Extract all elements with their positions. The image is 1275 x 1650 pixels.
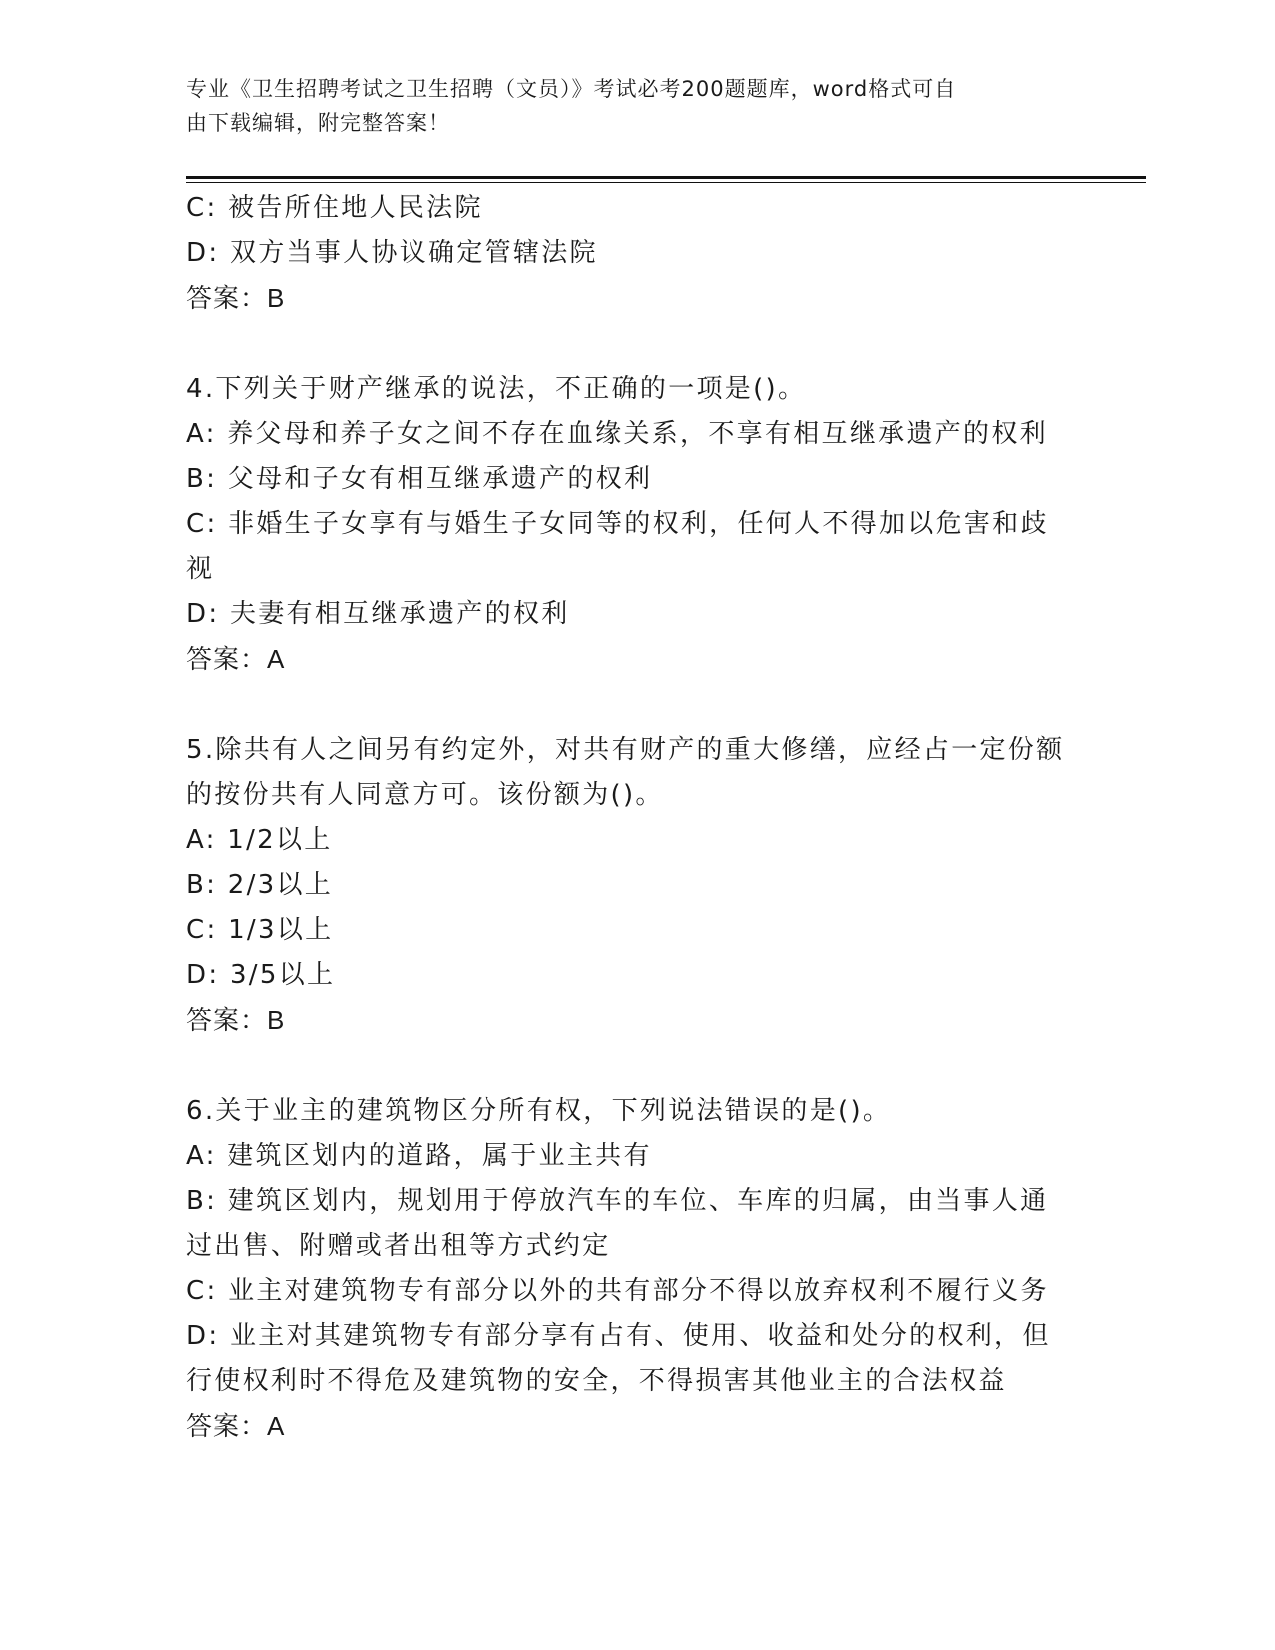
option-c: C: 业主对建筑物专有部分以外的共有部分不得以放弃权利不履行义务	[186, 1276, 1049, 1306]
spacer	[186, 1044, 1066, 1089]
answer-label: 答案：	[186, 1006, 268, 1036]
header-line-1: 专业《卫生招聘考试之卫生招聘（文员）》考试必考200题题库，word格式可自	[186, 77, 957, 101]
option-b: B: 2/3以上	[186, 870, 334, 900]
option-a: A: 养父母和养子女之间不存在血缘关系，不享有相互继承遗产的权利	[186, 419, 1048, 449]
spacer	[186, 322, 1066, 367]
answer-label: 答案：	[186, 1412, 268, 1442]
document-header	[186, 72, 1066, 140]
answer-line	[186, 998, 1066, 1044]
answer-value: A	[267, 644, 286, 674]
spacer	[186, 683, 1066, 728]
option-b: B: 建筑区划内，规划用于停放汽车的车位、车库的归属，由当事人通过出售、附赠或者出租等方式约定	[186, 1186, 1049, 1261]
question-stem: 4.下列关于财产继承的说法，不正确的一项是()。	[186, 374, 807, 404]
answer-label: 答案：	[186, 284, 268, 314]
option-d: D: 夫妻有相互继承遗产的权利	[186, 599, 570, 629]
question-block-6	[186, 1089, 1066, 1450]
answer-label: 答案：	[186, 645, 268, 675]
answer-value: B	[267, 1005, 286, 1035]
option-b: B: 父母和子女有相互继承遗产的权利	[186, 464, 653, 494]
answer-value: A	[267, 1411, 286, 1441]
option-c: C: 被告所住地人民法院	[186, 193, 483, 223]
question-block-3-continued	[186, 186, 1066, 322]
option-a: A: 建筑区划内的道路，属于业主共有	[186, 1141, 652, 1171]
answer-value: B	[267, 283, 286, 313]
option-c: C: 1/3以上	[186, 915, 334, 945]
question-content	[186, 186, 1066, 1450]
option-d: D: 业主对其建筑物专有部分享有占有、使用、收益和处分的权利，但行使权利时不得危及建筑物的安全，不得损害其他业主的合法权益	[186, 1321, 1051, 1396]
option-d: D: 3/5以上	[186, 960, 336, 990]
answer-line	[186, 1404, 1066, 1450]
answer-line	[186, 637, 1066, 683]
option-c: C: 非婚生子女享有与婚生子女同等的权利，任何人不得加以危害和歧视	[186, 509, 1049, 584]
question-block-4	[186, 367, 1066, 683]
option-d: D: 双方当事人协议确定管辖法院	[186, 238, 598, 268]
option-a: A: 1/2以上	[186, 825, 333, 855]
question-block-5	[186, 728, 1066, 1044]
question-stem: 5.除共有人之间另有约定外，对共有财产的重大修缮，应经占一定份额的按份共有人同意方可。该份额为()。	[186, 735, 1065, 810]
header-rule-thick	[186, 176, 1146, 179]
question-stem: 6.关于业主的建筑物区分所有权，下列说法错误的是()。	[186, 1096, 892, 1126]
answer-line	[186, 276, 1066, 322]
header-line-2: 由下载编辑，附完整答案！	[186, 111, 450, 135]
header-rule-thin	[186, 182, 1146, 183]
